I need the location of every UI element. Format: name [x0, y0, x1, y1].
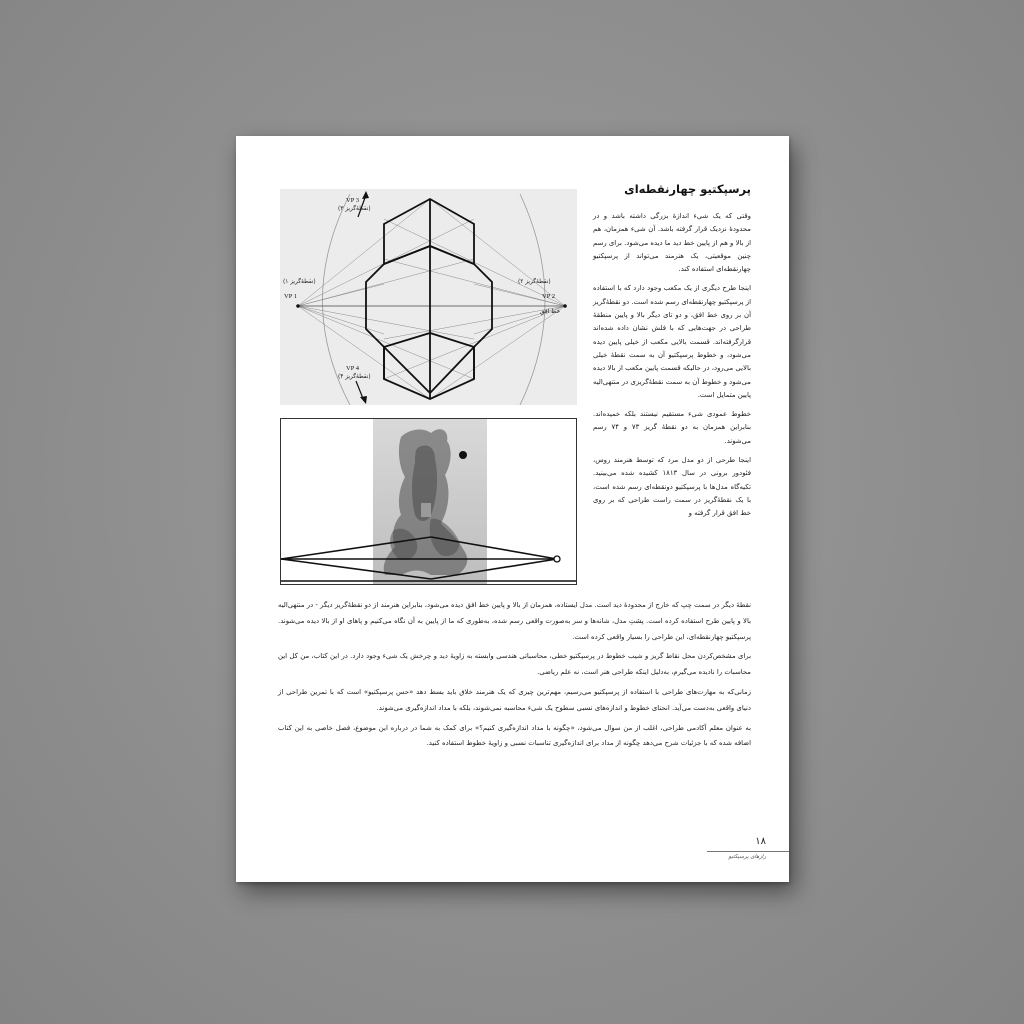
vp1-label: VP 1 [284, 293, 297, 300]
paragraph: برای مشخص‌کردن محل نقاط گریز و شیب خطوط در پرسپکتیو خطی، محاسباتی هندسی وابسته به زاویهٔ دید و چرخش یک شیء وجود دارد. در این کتاب، من کل این محاسبات را نادیده می‌گیرم، به‌دلیل اینکه طراحی هنر است، نه علم ریاضی. [278, 652, 751, 677]
paragraph: خطوط عمودی شیء مستقیم نیستند بلکه خمیده‌اند. بنابراین همزمان به دو نقطهٔ گریز ۷۳ و ۷۴ رسم می‌شوند. [593, 410, 751, 445]
paragraph: نقطهٔ دیگر در سمت چپ که خارج از محدودهٔ دید است. مدل ایستاده، همزمان از بالا و پایین خط افق دیده می‌شود، بنابراین هنرمند از دو نقطهٔ‌گریز دیگر - در منتهی‌الیه بالا و پایین طرح استفاده کرده است. پشتِ مدل، شانه‌ها و سر به‌صورت واقعی رسم شده، به‌طوری که ما از پایین به آن نگاه می‌کنیم و پاهای او از بالا دیده می‌شوند. پرسپکتیو چهارنقطه‌ای، این طراحی را بسیار واقعی کرده است. [278, 601, 751, 641]
paragraph: وقتی که یک شیء اندازهٔ بزرگی داشته باشد و در محدودهٔ نزدیک قرار گرفته باشد. آن شیء همزمان، هم از بالا و هم از پایین خط دید ما دیده می‌شود. برای رسم چنین موقعیتی، یک هنرمند می‌تواند از پرسپکتیو چهارنقطه‌ای استفاده کند. [593, 212, 751, 274]
vp4-caption: (نقطهٔ‌گریز ۴) [338, 374, 371, 380]
vp2-caption: (نقطهٔ‌گریز ۲) [518, 279, 551, 285]
footer-rule [707, 851, 789, 852]
section-title: پرسپکتیو چهارنقطه‌ای [624, 182, 751, 196]
bruni-drawing-figure [280, 418, 577, 585]
paragraph: اینجا طرح دیگری از یک مکعب وجود دارد که با استفاده از پرسپکتیو چهارنقطه‌ای رسم شده است. دو نقطهٔ‌گریز آن بر روی خط افق، و دو تای دیگر بالا و پایین منطقهٔ طراحی در جهت‌هایی که با فلش نشان داده شده‌اند قرارگرفته‌اند. قسمت بالایی مکعب از خیلی پایین دیده می‌شود، و خطوط پرسپکتیو آن به سمت نقطهٔ خیلی بالایی می‌رود، در حالیکه قسمت پایین مکعب از بالا دیده می‌شود و خطوط آن به سمت نقطهٔ‌گریزی در منتهی‌الیه پایین متمایل است. [593, 284, 751, 399]
four-point-perspective-diagram [280, 189, 577, 405]
cube-diagram-svg [280, 189, 577, 405]
horizon-label: خط افق [540, 309, 561, 315]
vp4-label: VP 4 [346, 365, 359, 372]
vp2-label: VP 2 [542, 293, 555, 300]
full-width-text [278, 598, 751, 756]
paragraph: اینجا طرحی از دو مدل مرد که توسط هنرمند روس، فئودور برونی در سال ۱۸۱۳ کشیده شده می‌بینید. تکیه‌گاه مدل‌ها با پرسپکتیو دونقطه‌ای رسم شده است، با یک نقطهٔ‌گریز در سمت راست طراحی که بر روی خط افق قرار گرفته و [593, 456, 751, 518]
paragraph: به عنوان معلم آکادمی طراحی، اغلب از من سوال می‌شود، «چگونه با مداد اندازه‌گیری کنیم؟» برای کمک به شما در درباره این موضوع، فصل خاصی به این کتاب اضافه شده که با جزئیات شرح می‌دهد چگونه از مداد برای اندازه‌گیری تناسبات نسبی و زاویهٔ خطوط استفاده کنید. [278, 723, 751, 748]
vp1-caption: (نقطهٔ‌گریز ۱) [283, 279, 316, 285]
column-text [593, 210, 751, 527]
paragraph: زمانی‌که به مهارت‌های طراحی با استفاده از پرسپکتیو می‌رسیم، مهم‌ترین چیزی که یک هنرمند خلاق باید بسط دهد «حس پرسپکتیو» است که با تمرین طراحی از دنیای واقعی به‌دست می‌آید. انحنای خطوط و اندازه‌های نسبی سطوح یک شیء محاسبه نمی‌شوند، بلکه با مداد اندازه‌گیری می‌شوند. [278, 687, 751, 712]
vp3-label: VP 3 [346, 197, 359, 204]
drawing-svg [281, 419, 577, 585]
running-head: رازهای پرسپکتیو [728, 854, 766, 860]
book-page [236, 136, 789, 882]
vp3-caption: (نقطهٔ‌گریز ۳) [338, 206, 371, 212]
page-number: ۱۸ [755, 836, 766, 847]
